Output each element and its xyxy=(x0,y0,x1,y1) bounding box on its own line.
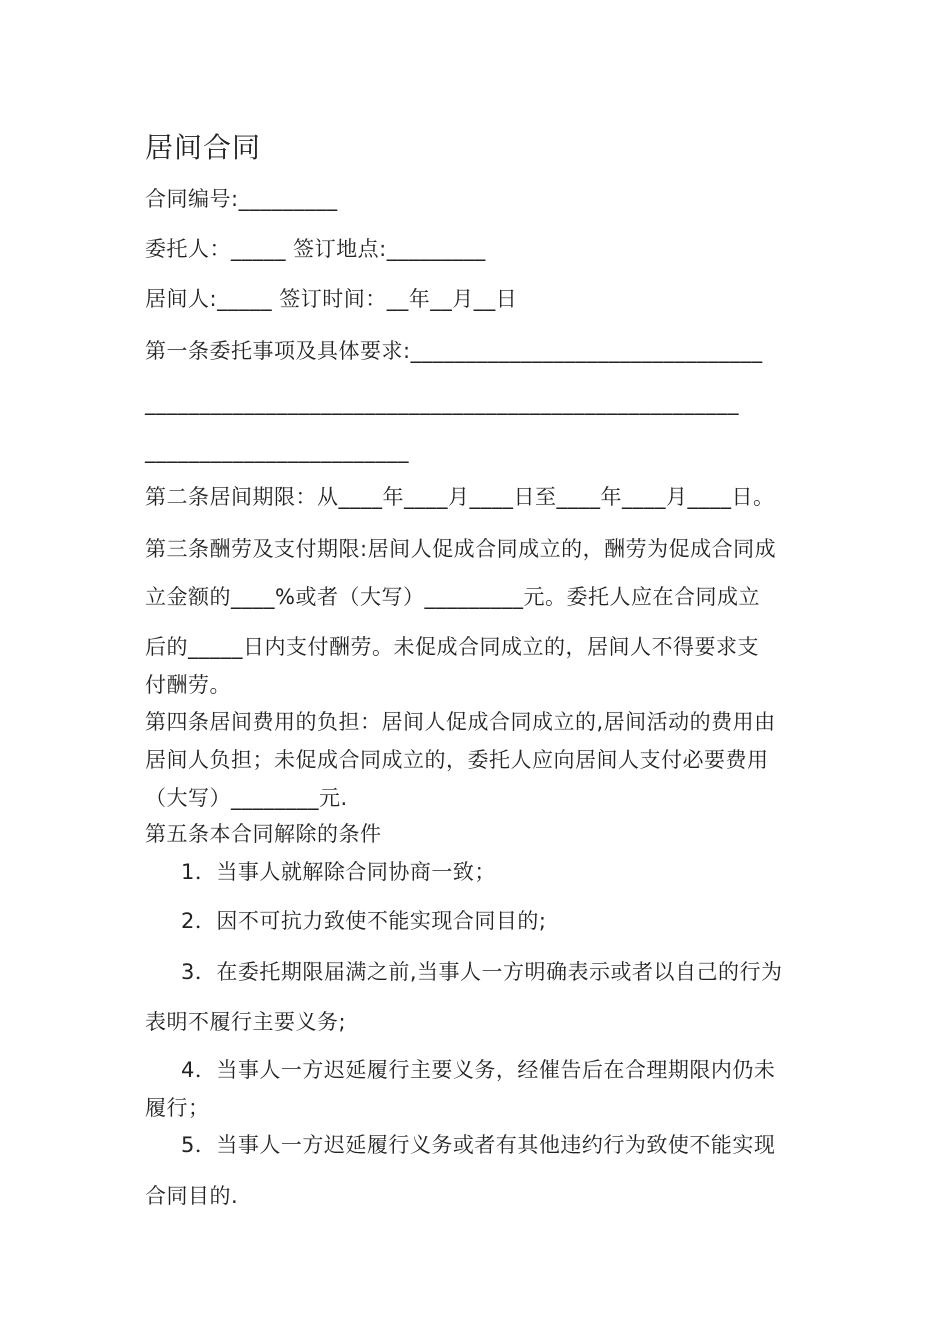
article-5-item-3-line-1: 3．在委托期限届满之前,当事人一方明确表示或者以自己的行为 xyxy=(181,960,783,984)
article-4-line-2: 居间人负担；未促成合同成立的，委托人应向居间人支付必要费用 xyxy=(145,748,769,772)
article-3-line-1: 第三条酬劳及支付期限:居间人促成合同成立的，酬劳为促成合同成 xyxy=(145,537,777,561)
broker-line: 居间人:_____ 签订时间：__年__月__日 xyxy=(145,287,518,311)
article-5-item-2: 2．因不可抗力致使不能实现合同目的; xyxy=(181,909,547,933)
article-1-blank-line-2: ________________________ xyxy=(145,439,409,463)
article-5-item-3-line-2: 表明不履行主要义务; xyxy=(145,1010,347,1034)
article-4-line-3: （大写）________元. xyxy=(145,786,348,810)
article-5-item-4-line-2: 履行； xyxy=(145,1096,210,1120)
article-1-heading: 第一条委托事项及具体要求:________________________________ xyxy=(145,339,763,363)
document-title: 居间合同 xyxy=(145,131,262,164)
principal-line: 委托人：_____ 签订地点:_________ xyxy=(145,237,486,261)
article-2: 第二条居间期限：从____年____月____日至____年____月____日。 xyxy=(145,485,775,509)
article-3-line-3: 后的_____日内支付酬劳。未促成合同成立的，居间人不得要求支 xyxy=(145,635,759,659)
article-1-blank-line-1: ______________________________________________________ xyxy=(145,391,739,415)
article-3-line-4: 付酬劳。 xyxy=(145,673,231,697)
contract-number-line: 合同编号:_________ xyxy=(145,187,338,211)
article-3-line-2: 立金额的____%或者（大写）_________元。委托人应在合同成立 xyxy=(145,585,760,609)
article-5-heading: 第五条本合同解除的条件 xyxy=(145,822,382,846)
article-5-item-4-line-1: 4．当事人一方迟延履行主要义务，经催告后在合理期限内仍未 xyxy=(181,1058,776,1082)
article-5-item-5-line-1: 5．当事人一方迟延履行义务或者有其他违约行为致使不能实现 xyxy=(181,1133,776,1157)
article-5-item-5-line-2: 合同目的. xyxy=(145,1184,239,1208)
article-4-line-1: 第四条居间费用的负担：居间人促成合同成立的,居间活动的费用由 xyxy=(145,710,776,734)
article-5-item-1: 1．当事人就解除合同协商一致； xyxy=(181,860,496,884)
